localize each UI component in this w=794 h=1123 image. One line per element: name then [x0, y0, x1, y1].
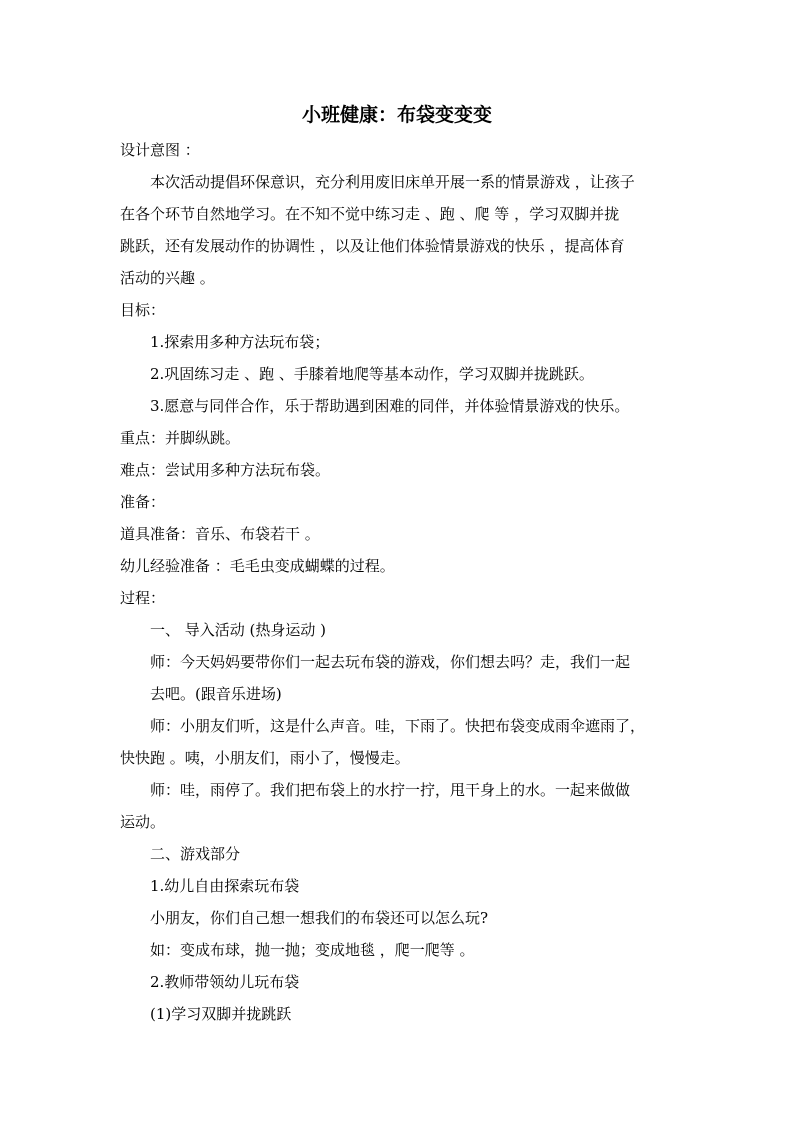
paragraph-line: 在各个环节自然地学习。在不知不觉中练习走 、跑 、爬 等 ，学习双脚并拢 [120, 205, 620, 223]
paragraph-line: 如：变成布球，抛一抛；变成地毯 ，爬一爬等 。 [150, 941, 475, 959]
paragraph-line: 快快跑 。咦，小朋友们，雨小了，慢慢走。 [120, 749, 410, 767]
design-intent-heading: 设计意图 ： [120, 141, 200, 159]
goal-item: 1.探索用多种方法玩布袋； [150, 333, 330, 351]
goal-item: 2.巩固练习走 、跑 、手膝着地爬等基本动作，学习双脚并拢跳跃。 [150, 365, 594, 383]
paragraph-line: 师：哇，雨停了。我们把布袋上的水拧一拧，甩干身上的水。一起来做做 [150, 781, 631, 799]
subsection-heading: 1.幼儿自由探索玩布袋 [150, 877, 300, 895]
goals-heading: 目标： [120, 301, 166, 319]
process-heading: 过程： [120, 589, 166, 607]
subsection-item: (1)学习双脚并拢跳跃 [150, 1005, 292, 1023]
paragraph-line: 师：小朋友们听，这是什么声音。哇，下雨了。快把布袋变成雨伞遮雨了， [150, 717, 646, 735]
paragraph-line: 师：今天妈妈要带你们一起去玩布袋的游戏，你们想去吗？走，我们一起 [150, 653, 631, 671]
section-heading: 二、游戏部分 [150, 845, 241, 863]
section-heading: 一、 导入活动 (热身运动 ) [150, 621, 327, 639]
paragraph-line: 小朋友，你们自己想一想我们的布袋还可以怎么玩? [150, 909, 489, 927]
paragraph-line: 跳跃，还有发展动作的协调性 ，以及让他们体验情景游戏的快乐 ，提高体育 [120, 237, 625, 255]
paragraph-line: 本次活动提倡环保意识，充分利用废旧床单开展一系的情景游戏 ，让孩子 [150, 173, 635, 191]
experience-preparation-line: 幼儿经验准备 ：毛毛虫变成蝴蝶的过程。 [120, 557, 395, 575]
goal-item: 3.愿意与同伴合作，乐于帮助遇到困难的同伴，并体验情景游戏的快乐。 [150, 397, 630, 415]
paragraph-line: 去吧。(跟音乐进场) [150, 685, 282, 703]
key-point-line: 重点：并脚纵跳。 [120, 429, 241, 447]
paragraph-line: 运动。 [120, 813, 166, 831]
preparation-heading: 准备： [120, 493, 166, 511]
document-title: 小班健康：布袋变变变 [301, 104, 492, 126]
subsection-heading: 2.教师带领幼儿玩布袋 [150, 973, 300, 991]
paragraph-line: 活动的兴趣 。 [120, 269, 215, 287]
difficulty-line: 难点：尝试用多种方法玩布袋。 [120, 461, 331, 479]
props-preparation-line: 道具准备：音乐、布袋若干 。 [120, 525, 320, 543]
